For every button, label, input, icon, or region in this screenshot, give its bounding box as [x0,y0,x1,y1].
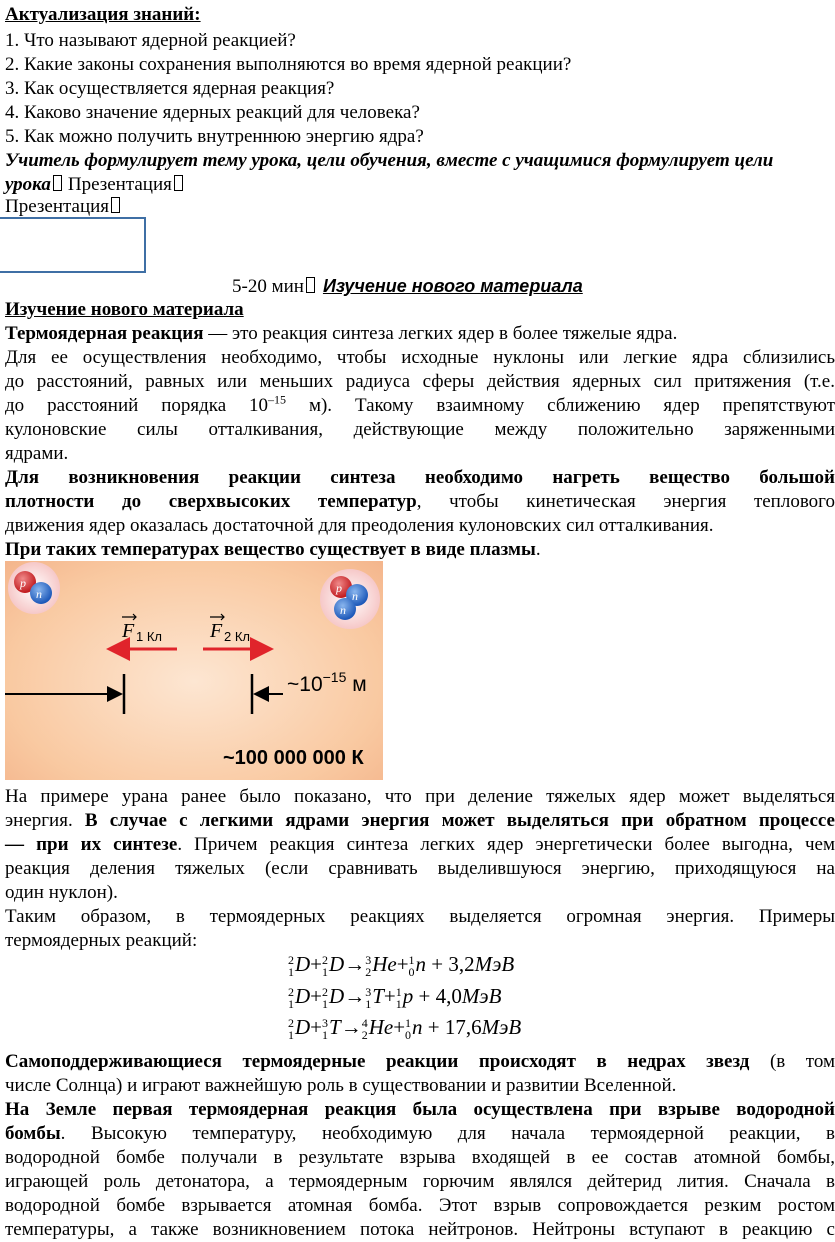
iso-he: 3 2 [365,953,372,980]
p5-line2-a: энергия. [5,810,85,831]
p2-line3-b: м). Такому взаимному сближению ядер препятствуют [286,395,835,416]
right-n1-label: n [352,589,358,603]
right-n2-label: n [340,603,346,617]
eq3-c: He [368,1015,394,1039]
iso-d: 2 1 [288,1016,294,1043]
distance-unit: м [346,673,367,696]
diagram-svg [5,561,383,780]
eq2-unit: МэВ [461,984,502,1008]
section-time [232,275,583,299]
question-4: 4. Каково значение ядерных реакций для человека? [5,102,420,123]
p8-bold: бомбы [5,1123,61,1144]
p6-line1: Таким образом, в термоядерных реакциях выделяется огромная энергия. Примеры [5,906,835,927]
paragraph-definition [5,322,677,346]
section-heading-inline: Изучение нового материала [322,276,583,296]
p7-rest: (в том [749,1051,835,1072]
iso-t: 3 1 [322,1016,329,1043]
section-heading: Изучение нового материала [5,299,244,320]
force2-sub: 2 Кл [224,629,250,644]
exponent: –15 [268,392,287,407]
eq2-d: p [402,984,414,1008]
p5-line4: реакция деления тяжелых (если сравнивать выделившуюся энергию, приходящуюся на [5,858,835,879]
p8-line5: водородной бомбе взрывается атомная бомба. Этот взрыв сопровождается резким ростом [5,1195,835,1216]
force1-sub: 1 Кл [136,629,162,644]
p5-line3-rest: . Причем реакция синтеза легких ядер энергетически более выгодна, чем [177,834,835,855]
placeholder-glyph-icon [111,197,120,213]
p5-line2-bold: В случае с легкими ядрами энергия может выделяться при обратном процессе [84,810,835,831]
eq1-a: D [295,952,311,976]
eq1-unit: МэВ [474,952,515,976]
presentation-text: Презентация [5,196,110,217]
p3-rest: , чтобы кинетическая энергия теплового [416,491,835,512]
teacher-line-2-text: урока [5,174,51,195]
eq1-b: D [329,952,345,976]
iso-n: 1 0 [405,1016,412,1043]
presentation-label-2 [5,195,120,219]
p4-rest: . [535,539,541,560]
right-p-label: p [336,581,342,595]
iso-he: 4 2 [361,1016,368,1043]
p7-bold: Самоподдерживающиеся термоядерные реакции происходят в недрах звезд [5,1051,750,1072]
p3-line1: Для возникновения реакции синтеза необходимо нагреть вещество большой [5,467,835,488]
p3-line3: движения ядер оказалась достаточной для преодоления кулоновских сил отталкивания. [5,515,714,536]
p5-line3-bold: — при их синтезе [5,834,178,855]
empty-table-cell [0,217,146,273]
placeholder-glyph-icon [53,175,62,191]
distance-label [287,669,367,696]
p5-line5: один нуклон). [5,882,118,903]
teacher-line-2 [5,173,183,197]
question-5: 5. Как можно получить внутреннюю энергию ядра? [5,126,424,147]
p8-line2 [5,1122,835,1146]
p5-line1: На примере урана ранее было показано, что при деление тяжелых ядер может выделяться [5,786,835,807]
equation-3: 2 1D+3 1T→4 2He+1 0n + 17,6МэВ [288,1015,522,1043]
eq1-d: n [415,952,427,976]
eq1-c: He [372,952,397,976]
p2-line4: кулоновские силы отталкивания, действующие между положительно заряженными [5,419,835,440]
p4-line [5,538,541,562]
eq1-energy: 3,2 [448,952,475,976]
definition-text: — это реакция синтеза легких ядер в более тяжелые ядра. [203,323,678,344]
equation-1: 2 1D+2 1D→3 2He+1 0n + 3,2МэВ [288,952,515,980]
p4-bold: При таких температурах вещество существует в виде плазмы [5,539,536,560]
iso-d: 2 1 [288,985,294,1012]
eq2-a: D [295,984,311,1008]
p2-line3-a: до расстояний порядка 10 [5,395,269,416]
eq3-b: T [329,1015,341,1039]
question-2: 2. Какие законы сохранения выполняются во время ядерной реакции? [5,54,572,75]
placeholder-glyph-icon [174,175,183,191]
p8-rest: . Высокую температуру, необходимую для начала термоядерной реакции, в [60,1123,835,1144]
iso-p: 1 1 [395,985,402,1012]
iso-d: 2 1 [288,953,294,980]
placeholder-glyph-icon [306,277,315,293]
p6-line2: термоядерных реакций: [5,930,198,951]
force1-label: F [122,620,135,642]
p7-line1 [5,1050,835,1074]
iso-n: 1 0 [408,953,415,980]
eq2-energy: 4,0 [435,984,462,1008]
review-title: Актуализация знаний: [5,4,201,25]
p3-bold: плотности до сверхвысоких температур [5,491,417,512]
p2-line2: до расстояний, равных или меньших радиуса сферы действия ядерных сил притяжения (т.е. [5,371,835,392]
iso-d: 2 1 [322,953,329,980]
p2-line1: Для ее осуществления необходимо, чтобы исходные нуклоны или легкие ядра сблизились [5,347,835,368]
eq2-b: D [329,984,345,1008]
teacher-line: Учитель формулирует тему урока, цели обучения, вместе с учащимися формулирует цели [5,150,774,171]
question-3: 3. Как осуществляется ядерная реакция? [5,78,335,99]
left-p-label: p [20,576,26,590]
p8-line6: температуры, а также возникновением потока нейтронов. Нейтроны вступают в реакцию с [5,1219,835,1240]
eq2-c: T [372,984,384,1008]
equation-2: 2 1D+2 1D→3 1T+1 1p + 4,0МэВ [288,984,502,1012]
p7-line2: числе Солнца) и играют важнейшую роль в существовании и развитии Вселенной. [5,1075,677,1096]
fusion-diagram [5,561,383,780]
p8-line3: водородной бомбе получали в результате взрыва входящей в ее состав атомной бомбы, [5,1147,835,1168]
time-label: 5-20 мин [232,276,304,297]
p5-line2 [5,809,835,833]
temperature-label: ~100 000 000 К [223,747,364,769]
p2-line3 [5,394,835,418]
force2-label: F [210,620,223,642]
p3-line2 [5,490,835,514]
eq3-d: n [412,1015,423,1039]
iso-t: 3 1 [365,985,372,1012]
question-1: 1. Что называют ядерной реакцией? [5,30,296,51]
term-bold: Термоядерная реакция [5,323,204,344]
iso-d: 2 1 [322,985,329,1012]
eq3-energy: 17,6 [444,1015,482,1039]
distance-exp: −15 [322,669,347,685]
p2-line5: ядрами. [5,443,69,464]
p8-line1: На Земле первая термоядерная реакция была осуществлена при взрыве водородной [5,1099,835,1120]
distance-base: ~10 [287,673,323,696]
p8-line4: играющей роль детонатора, а термоядерным горючим являлся дейтерид лития. Сначала в [5,1171,835,1192]
p5-line3 [5,833,835,857]
presentation-label: Презентация [67,174,172,195]
eq3-unit: МэВ [481,1015,522,1039]
eq3-a: D [295,1015,311,1039]
left-n-label: n [36,587,42,601]
